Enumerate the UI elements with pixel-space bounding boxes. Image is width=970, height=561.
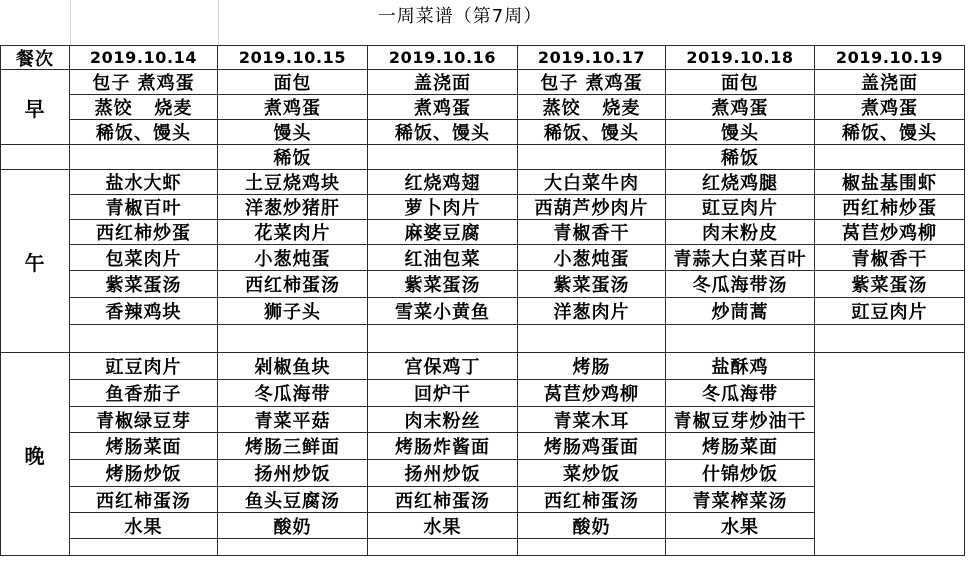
menu-cell[interactable]	[368, 325, 518, 353]
menu-cell[interactable]	[70, 513, 218, 539]
menu-cell[interactable]	[218, 245, 368, 271]
menu-cell[interactable]	[368, 120, 518, 145]
menu-cell-text: 稀饭、馒头	[395, 123, 490, 144]
menu-cell-text: 西红柿蛋汤	[544, 490, 639, 512]
menu-cell[interactable]	[70, 70, 218, 95]
meal-label-dinner[interactable]	[0, 353, 70, 556]
menu-cell-text: 红烧鸡腿	[702, 173, 778, 194]
menu-cell[interactable]	[368, 513, 518, 539]
menu-cell[interactable]	[666, 271, 815, 298]
meal-label-breakfast[interactable]	[0, 70, 70, 145]
menu-cell[interactable]	[666, 325, 815, 353]
menu-cell-text: 莴苣炒鸡柳	[544, 384, 639, 405]
menu-cell[interactable]	[815, 220, 965, 245]
menu-cell-text: 西葫芦炒肉片	[534, 198, 649, 219]
menu-cell-text: 肉末粉皮	[702, 223, 778, 244]
menu-cell-text: 紫菜蛋汤	[404, 275, 481, 296]
menu-cell[interactable]	[518, 487, 666, 513]
menu-cell-text: 青椒绿豆芽	[96, 410, 191, 432]
menu-cell[interactable]	[815, 325, 965, 353]
menu-cell-text: 豇豆肉片	[851, 302, 928, 323]
menu-cell-text: 椒盐基围虾	[842, 173, 937, 194]
menu-cell[interactable]	[218, 325, 368, 353]
menu-cell[interactable]	[368, 407, 518, 433]
menu-cell[interactable]	[70, 460, 218, 487]
menu-cell-text: 盖浇面	[861, 73, 918, 94]
menu-cell[interactable]	[815, 271, 965, 298]
menu-cell[interactable]	[518, 120, 666, 145]
menu-cell-text: 酸奶	[273, 516, 312, 538]
menu-cell[interactable]	[666, 407, 815, 433]
menu-cell-text: 西红柿蛋汤	[245, 275, 340, 296]
menu-cell-text: 烤肠三鲜面	[245, 437, 340, 458]
menu-cell[interactable]	[368, 145, 518, 170]
menu-cell[interactable]	[70, 245, 218, 271]
menu-cell[interactable]	[666, 195, 815, 220]
menu-cell[interactable]	[666, 120, 815, 145]
menu-cell[interactable]	[518, 325, 666, 353]
menu-cell-text: 烤肠炒饭	[105, 464, 182, 485]
menu-cell[interactable]	[666, 95, 815, 120]
menu-cell[interactable]	[368, 170, 518, 195]
menu-cell-text: 土豆烧鸡块	[245, 173, 340, 194]
menu-cell[interactable]	[70, 120, 218, 145]
menu-cell-text: 剁椒鱼块	[254, 357, 331, 378]
menu-cell[interactable]	[666, 145, 815, 170]
date-header[interactable]	[368, 45, 518, 70]
menu-cell-text: 回炉干	[414, 384, 471, 405]
menu-cell-text: 青椒香干	[553, 223, 630, 244]
menu-cell-text: 青菜平菇	[254, 410, 331, 432]
menu-cell[interactable]	[218, 353, 368, 380]
menu-cell-text: 香辣鸡块	[105, 302, 182, 323]
menu-cell[interactable]	[518, 433, 666, 460]
menu-cell-text: 盖浇面	[414, 73, 471, 94]
menu-cell[interactable]	[815, 145, 965, 170]
header-meal-label[interactable]	[0, 45, 70, 70]
menu-cell[interactable]	[368, 245, 518, 271]
menu-cell[interactable]	[70, 95, 218, 120]
header-meal-label-text: 餐次	[16, 48, 54, 70]
menu-cell[interactable]	[368, 195, 518, 220]
menu-cell[interactable]	[368, 539, 518, 556]
menu-cell-text: 盐水大虾	[105, 173, 182, 194]
menu-cell-text: 什锦炒饭	[702, 464, 778, 485]
date-header[interactable]	[518, 45, 666, 70]
menu-cell[interactable]	[368, 70, 518, 95]
menu-cell[interactable]	[368, 298, 518, 325]
menu-cell-text: 酸奶	[572, 516, 611, 538]
menu-cell[interactable]	[518, 271, 666, 298]
menu-cell-text: 萝卜肉片	[404, 198, 481, 219]
menu-cell[interactable]	[518, 298, 666, 325]
menu-cell[interactable]	[518, 407, 666, 433]
date-header-text: 2019.10.18	[686, 48, 794, 67]
menu-cell-text: 豇豆肉片	[105, 357, 182, 378]
menu-cell[interactable]	[368, 353, 518, 380]
date-header-text: 2019.10.16	[388, 48, 497, 67]
menu-cell-text: 稀饭、馒头	[544, 123, 639, 144]
menu-cell[interactable]	[70, 325, 218, 353]
menu-cell[interactable]	[666, 70, 815, 95]
menu-cell[interactable]	[218, 120, 368, 145]
menu-cell[interactable]	[368, 380, 518, 407]
menu-cell[interactable]	[70, 353, 218, 380]
menu-cell[interactable]	[70, 271, 218, 298]
menu-cell-text: 扬州炒饭	[254, 464, 331, 485]
meal-label-dinner-text: 晚	[24, 443, 46, 468]
menu-cell[interactable]	[368, 95, 518, 120]
menu-cell[interactable]	[518, 513, 666, 539]
date-header-text: 2019.10.14	[89, 48, 198, 67]
menu-cell-text: 小葱炖蛋	[553, 248, 630, 270]
menu-cell[interactable]	[70, 407, 218, 433]
menu-cell-text: 炒茼蒿	[711, 302, 769, 323]
menu-cell[interactable]	[666, 298, 815, 325]
menu-cell-text: 烤肠菜面	[105, 437, 182, 458]
menu-cell[interactable]	[70, 220, 218, 245]
menu-cell[interactable]	[815, 170, 965, 195]
menu-cell[interactable]	[518, 460, 666, 487]
menu-cell[interactable]	[815, 120, 965, 145]
menu-cell-text: 青菜木耳	[553, 410, 630, 432]
menu-cell[interactable]	[368, 271, 518, 298]
menu-cell-text: 冬瓜海带	[702, 384, 778, 405]
menu-cell[interactable]	[70, 487, 218, 513]
menu-cell[interactable]	[218, 195, 368, 220]
menu-cell-text: 西红柿炒蛋	[96, 223, 191, 244]
menu-cell[interactable]	[70, 195, 218, 220]
menu-cell-text: 稀饭、馒头	[96, 123, 191, 144]
menu-cell-text: 雪菜小黄鱼	[395, 302, 490, 323]
menu-cell-text: 馒头	[273, 123, 312, 144]
menu-cell-text: 稀饭	[273, 148, 312, 169]
menu-cell[interactable]	[218, 70, 368, 95]
menu-cell[interactable]	[666, 245, 815, 271]
date-header[interactable]	[666, 45, 815, 70]
menu-cell-text: 冬瓜海带	[254, 384, 331, 405]
menu-cell-text: 煮鸡蛋	[264, 98, 321, 119]
date-header[interactable]	[70, 45, 218, 70]
menu-cell-text: 西红柿蛋汤	[96, 490, 191, 512]
menu-cell[interactable]	[666, 220, 815, 245]
menu-cell[interactable]	[666, 353, 815, 380]
menu-cell-text: 烤肠炸酱面	[395, 437, 490, 458]
menu-cell[interactable]	[518, 170, 666, 195]
date-header[interactable]	[218, 45, 368, 70]
menu-cell-text: 宫保鸡丁	[404, 357, 481, 378]
menu-cell[interactable]	[218, 460, 368, 487]
menu-cell[interactable]	[368, 433, 518, 460]
menu-cell[interactable]	[368, 487, 518, 513]
menu-cell[interactable]	[368, 460, 518, 487]
menu-cell-text: 青蒜大白菜百叶	[673, 248, 807, 270]
menu-cell-text: 蒸饺 烧麦	[542, 98, 641, 119]
menu-cell-text: 馒头	[721, 123, 759, 144]
menu-cell[interactable]	[666, 539, 815, 556]
menu-cell[interactable]	[70, 380, 218, 407]
menu-cell-text: 稀饭、馒头	[842, 123, 937, 144]
menu-cell-text: 烤肠	[572, 357, 611, 378]
menu-cell[interactable]	[218, 487, 368, 513]
menu-cell-text: 狮子头	[264, 302, 321, 323]
menu-cell-text: 稀饭	[721, 148, 759, 169]
date-header[interactable]	[815, 45, 965, 70]
menu-cell[interactable]	[218, 95, 368, 120]
menu-cell-text: 水果	[124, 516, 163, 538]
menu-cell[interactable]	[218, 220, 368, 245]
date-header-text: 2019.10.19	[835, 48, 944, 67]
menu-cell[interactable]	[815, 95, 965, 120]
menu-cell-text: 烤肠鸡蛋面	[544, 437, 639, 458]
menu-cell[interactable]	[218, 271, 368, 298]
menu-cell[interactable]	[666, 487, 815, 513]
menu-cell-text: 肉末粉丝	[404, 410, 481, 432]
menu-cell-text: 西红柿蛋汤	[395, 490, 490, 512]
menu-cell[interactable]	[815, 70, 965, 95]
menu-cell[interactable]	[815, 245, 965, 271]
page-title: 一周菜谱（第7周）	[377, 6, 543, 27]
menu-cell-text: 蒸饺 烧麦	[94, 98, 193, 119]
menu-cell[interactable]	[218, 145, 368, 170]
date-header-text: 2019.10.15	[238, 48, 347, 67]
menu-cell-text: 青菜榨菜汤	[692, 490, 788, 512]
meal-label-breakfast-text: 早	[24, 96, 46, 121]
menu-cell[interactable]	[218, 513, 368, 539]
menu-cell-text: 水果	[423, 516, 462, 538]
menu-cell-text: 扬州炒饭	[404, 464, 481, 485]
menu-cell[interactable]	[70, 539, 218, 556]
menu-cell[interactable]	[518, 245, 666, 271]
menu-cell-text: 包子 煮鸡蛋	[92, 73, 195, 94]
menu-cell-text: 红油包菜	[404, 248, 481, 270]
menu-cell[interactable]	[518, 539, 666, 556]
menu-cell[interactable]	[815, 195, 965, 220]
menu-cell-text: 水果	[721, 516, 759, 538]
menu-cell-text: 小葱炖蛋	[254, 248, 331, 270]
menu-cell-text: 紫菜蛋汤	[851, 275, 928, 296]
menu-cell-text: 花菜肉片	[254, 223, 331, 244]
menu-cell-text: 冬瓜海带汤	[692, 275, 788, 296]
meal-label-lunch-text: 午	[24, 250, 46, 275]
menu-cell-text: 鱼香茄子	[105, 384, 182, 405]
menu-cell-text: 西红柿炒蛋	[842, 198, 937, 219]
menu-cell[interactable]	[518, 195, 666, 220]
menu-cell-text: 鱼头豆腐汤	[245, 490, 340, 512]
menu-cell-text: 紫菜蛋汤	[105, 275, 182, 296]
menu-cell-text: 包菜肉片	[105, 248, 182, 270]
menu-cell-text: 莴苣炒鸡柳	[842, 223, 937, 244]
meal-label-spacer[interactable]	[0, 145, 70, 170]
menu-cell[interactable]	[218, 539, 368, 556]
menu-cell[interactable]	[666, 460, 815, 487]
menu-cell[interactable]	[518, 95, 666, 120]
menu-cell-text: 洋葱肉片	[553, 302, 630, 323]
menu-cell[interactable]	[518, 220, 666, 245]
menu-cell-text: 包子 煮鸡蛋	[540, 73, 643, 94]
menu-cell-text: 豇豆肉片	[702, 198, 778, 219]
menu-cell-text: 青椒百叶	[105, 198, 182, 219]
menu-cell-text: 大白菜牛肉	[544, 173, 639, 194]
menu-cell-text: 青椒豆芽炒油干	[673, 410, 807, 432]
menu-cell-text: 煮鸡蛋	[711, 98, 769, 119]
menu-cell[interactable]	[218, 433, 368, 460]
menu-cell[interactable]	[518, 145, 666, 170]
menu-cell[interactable]	[518, 380, 666, 407]
menu-cell[interactable]	[218, 407, 368, 433]
menu-cell-text: 烤肠菜面	[702, 437, 778, 458]
menu-cell-text: 煮鸡蛋	[414, 98, 471, 119]
menu-cell-text: 面包	[721, 73, 759, 94]
menu-cell-text: 菜炒饭	[563, 464, 620, 485]
menu-cell[interactable]	[368, 220, 518, 245]
menu-cell-text: 青椒香干	[851, 248, 928, 270]
menu-cell[interactable]	[666, 513, 815, 539]
menu-cell[interactable]	[666, 433, 815, 460]
menu-cell[interactable]	[70, 433, 218, 460]
menu-cell-empty[interactable]	[815, 353, 965, 556]
menu-cell-text: 麻婆豆腐	[404, 223, 481, 244]
menu-cell-text: 洋葱炒猪肝	[245, 198, 340, 219]
menu-cell-text: 紫菜蛋汤	[553, 275, 630, 296]
menu-cell[interactable]	[218, 170, 368, 195]
menu-cell[interactable]	[666, 380, 815, 407]
menu-cell[interactable]	[70, 170, 218, 195]
menu-cell-text: 面包	[273, 73, 312, 94]
menu-cell[interactable]	[518, 70, 666, 95]
date-header-text: 2019.10.17	[537, 48, 646, 67]
menu-cell[interactable]	[218, 380, 368, 407]
menu-cell[interactable]	[70, 298, 218, 325]
menu-cell[interactable]	[666, 170, 815, 195]
menu-cell[interactable]	[70, 145, 218, 170]
menu-cell-text: 煮鸡蛋	[861, 98, 918, 119]
menu-cell[interactable]	[218, 298, 368, 325]
menu-cell[interactable]	[815, 298, 965, 325]
menu-cell-text: 红烧鸡翅	[404, 173, 481, 194]
meal-label-lunch[interactable]	[0, 170, 70, 353]
menu-cell-text: 盐酥鸡	[711, 357, 769, 378]
menu-cell[interactable]	[518, 353, 666, 380]
